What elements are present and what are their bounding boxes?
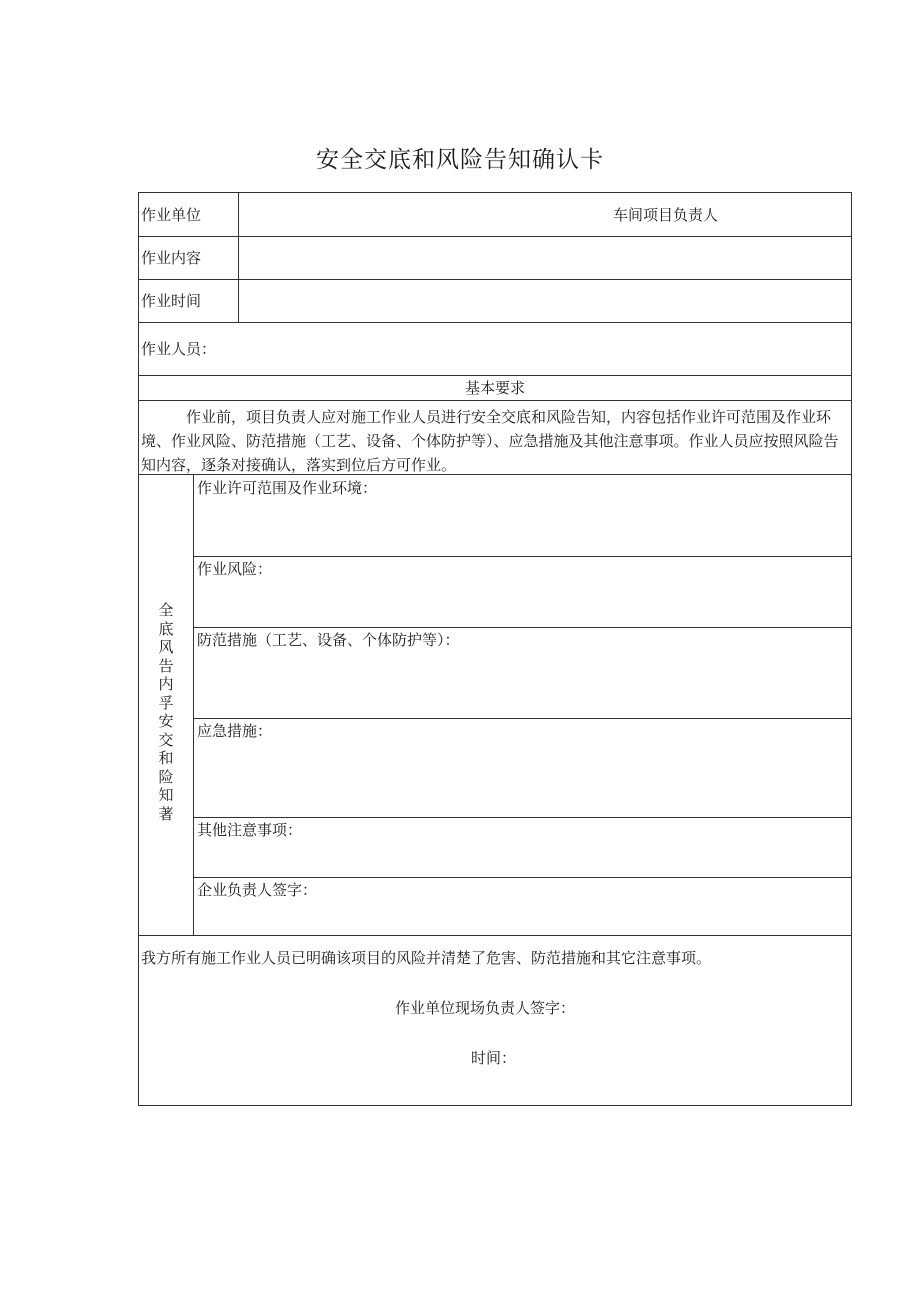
divider <box>194 877 851 878</box>
requirements-heading: 基本要求 <box>464 379 525 397</box>
requirements-text: 作业前，项目负责人应对施工作业人员进行安全交底和风险告知，内容包括作业许可范围及作业环境、作业风险、防范措施（工艺、设备、个体防护等）、应急措施及其他注意事项。作业人员应按照风险告知内容，逐条对接确认，落实到位后方可作业。 <box>141 408 839 474</box>
confirmation-statement: 我方所有施工作业人员已明确该项目的风险并清楚了危害、防范措施和其它注意事项。 <box>141 949 712 967</box>
time-label: 作业时间 <box>141 292 202 310</box>
scope-label: 作业许可范围及作业环境： <box>197 479 378 497</box>
divider <box>139 375 851 376</box>
emergency-label: 应急措施： <box>197 722 273 740</box>
signature-label: 企业负责人签字： <box>197 881 318 899</box>
content-label: 作业内容 <box>141 249 202 267</box>
side-label: 全底风告内孚安交和险知著 <box>158 601 174 823</box>
page-title: 安全交底和风险告知确认卡 <box>316 147 604 173</box>
divider <box>139 322 851 323</box>
divider <box>194 718 851 719</box>
personnel-label: 作业人员： <box>141 340 217 358</box>
confirmation-time-label: 时间： <box>471 1049 517 1067</box>
divider <box>193 475 194 935</box>
divider <box>238 193 239 323</box>
divider <box>139 935 851 936</box>
unit-label: 作业单位 <box>141 206 202 224</box>
divider <box>194 556 851 557</box>
divider <box>194 627 851 628</box>
divider <box>194 817 851 818</box>
divider <box>139 279 851 280</box>
site-manager-sign-label: 作业单位现场负责人签字： <box>395 999 576 1017</box>
manager-label: 车间项目负责人 <box>613 206 719 224</box>
divider <box>139 400 851 401</box>
risk-label: 作业风险： <box>197 560 273 578</box>
confirmation-form <box>138 192 852 1106</box>
prevention-label: 防范措施（工艺、设备、个体防护等）： <box>197 631 460 649</box>
divider <box>139 236 851 237</box>
other-label: 其他注意事项： <box>197 821 303 839</box>
